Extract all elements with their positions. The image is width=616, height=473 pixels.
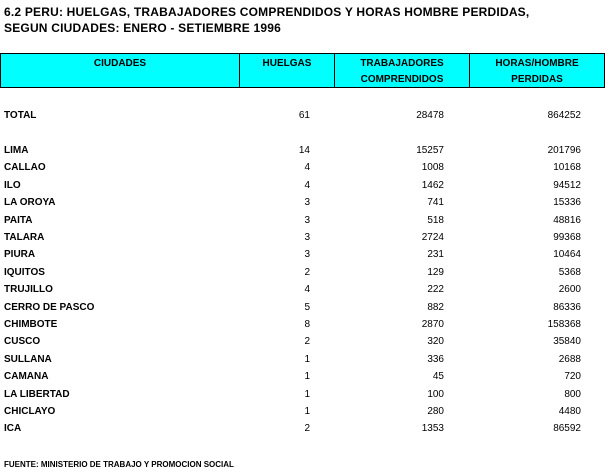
horas-value: 10464 — [553, 249, 581, 261]
huelgas-value: 4 — [304, 179, 310, 191]
table-row — [0, 264, 605, 281]
huelgas-value: 4 — [304, 162, 310, 174]
header-horas: HORAS/HOMBRE PERDIDAS — [495, 58, 579, 85]
trabajadores-value: 1008 — [421, 162, 444, 174]
huelgas-value: 4 — [304, 284, 310, 296]
horas-value: 35840 — [553, 336, 581, 348]
trabajadores-value: 320 — [427, 336, 444, 348]
trabajadores-value: 222 — [427, 284, 444, 296]
table-row — [0, 333, 605, 350]
huelgas-value: 2 — [304, 266, 310, 278]
table-row — [0, 177, 605, 194]
city-name: IQUITOS — [4, 266, 45, 278]
huelgas-value: 3 — [304, 214, 310, 226]
huelgas-value: 1 — [304, 353, 310, 365]
table-row — [0, 212, 605, 229]
huelgas-value: 14 — [298, 145, 310, 156]
huelgas-value: 2 — [304, 336, 310, 348]
city-name: CHICLAYO — [4, 406, 56, 417]
total-huelgas: 61 — [298, 110, 310, 121]
huelgas-value: 3 — [304, 197, 310, 209]
huelgas-value: 1 — [304, 388, 310, 400]
city-name: CUSCO — [4, 336, 41, 348]
page-title — [4, 4, 529, 36]
city-name: PAITA — [4, 214, 33, 226]
trabajadores-value: 1353 — [421, 423, 444, 435]
table-row — [0, 403, 605, 420]
trabajadores-value: 1462 — [421, 179, 444, 191]
trabajadores-value: 336 — [427, 353, 444, 365]
table-row — [0, 281, 605, 298]
city-name: LIMA — [4, 145, 29, 156]
total-row — [0, 107, 605, 124]
trabajadores-value: 2870 — [421, 319, 444, 330]
trabajadores-value: 45 — [432, 371, 444, 383]
trabajadores-value: 100 — [427, 388, 444, 400]
horas-value: 86336 — [553, 301, 581, 313]
huelgas-value: 1 — [304, 406, 310, 417]
city-name: LA LIBERTAD — [4, 388, 70, 400]
horas-value: 86592 — [553, 423, 581, 435]
horas-value: 94512 — [553, 179, 581, 191]
horas-value: 48816 — [553, 214, 581, 226]
trabajadores-value: 15257 — [416, 145, 444, 156]
horas-value: 2600 — [558, 284, 581, 296]
city-name: PIURA — [4, 249, 36, 261]
total-horas: 864252 — [547, 110, 581, 121]
city-name: TRUJILLO — [4, 284, 53, 296]
city-name: ICA — [4, 423, 22, 435]
horas-value: 2688 — [558, 353, 581, 365]
total-trabajadores: 28478 — [416, 110, 444, 121]
header-trabajadores: TRABAJADORES COMPRENDIDOS — [335, 54, 470, 87]
city-name: SULLANA — [4, 353, 52, 365]
trabajadores-value: 882 — [427, 301, 444, 313]
trabajadores-value: 2724 — [421, 232, 444, 243]
total-label: TOTAL — [4, 110, 37, 121]
huelgas-value: 3 — [304, 232, 310, 243]
huelgas-value: 8 — [304, 319, 310, 330]
table-row — [0, 194, 605, 211]
horas-value: 800 — [564, 388, 581, 400]
horas-value: 99368 — [553, 232, 581, 243]
table-row — [0, 368, 605, 385]
trabajadores-value: 280 — [427, 406, 444, 417]
table-row — [0, 386, 605, 403]
header-ciudades: CIUDADES — [1, 54, 240, 87]
horas-value: 158368 — [547, 319, 581, 330]
huelgas-value: 5 — [304, 301, 310, 313]
table-row — [0, 351, 605, 368]
title-line-2: SEGUN CIUDADES: ENERO - SETIEMBRE 1996 — [4, 21, 281, 35]
table-row — [0, 299, 605, 316]
table-row — [0, 159, 605, 176]
table-row — [0, 316, 605, 333]
table-row — [0, 142, 605, 159]
header-huelgas: HUELGAS — [240, 54, 335, 87]
huelgas-value: 2 — [304, 423, 310, 435]
table-row — [0, 420, 605, 437]
trabajadores-value: 741 — [427, 197, 444, 209]
city-name: CHIMBOTE — [4, 319, 58, 330]
horas-value: 10168 — [553, 162, 581, 174]
horas-value: 5368 — [558, 266, 581, 278]
table-row — [0, 229, 605, 246]
city-name: ILO — [4, 179, 21, 191]
huelgas-value: 1 — [304, 371, 310, 383]
trabajadores-value: 518 — [427, 214, 444, 226]
trabajadores-value: 231 — [427, 249, 444, 261]
city-name: CAMANA — [4, 371, 49, 383]
horas-value: 201796 — [547, 145, 581, 156]
trabajadores-value: 129 — [427, 266, 444, 278]
city-name: CERRO DE PASCO — [4, 301, 95, 313]
huelgas-value: 3 — [304, 249, 310, 261]
title-line-1: 6.2 PERU: HUELGAS, TRABAJADORES COMPRENDIDOS Y HORAS HOMBRE PERDIDAS, — [4, 5, 530, 19]
horas-value: 720 — [564, 371, 581, 383]
source-footnote: FUENTE: MINISTERIO DE TRABAJO Y PROMOCION SOCIAL — [4, 460, 234, 469]
city-name: CALLAO — [4, 162, 46, 174]
city-name: TALARA — [4, 232, 45, 243]
city-name: LA OROYA — [4, 197, 56, 209]
horas-value: 4480 — [558, 406, 581, 417]
horas-value: 15336 — [553, 197, 581, 209]
table-row — [0, 246, 605, 263]
table-header — [0, 53, 605, 88]
